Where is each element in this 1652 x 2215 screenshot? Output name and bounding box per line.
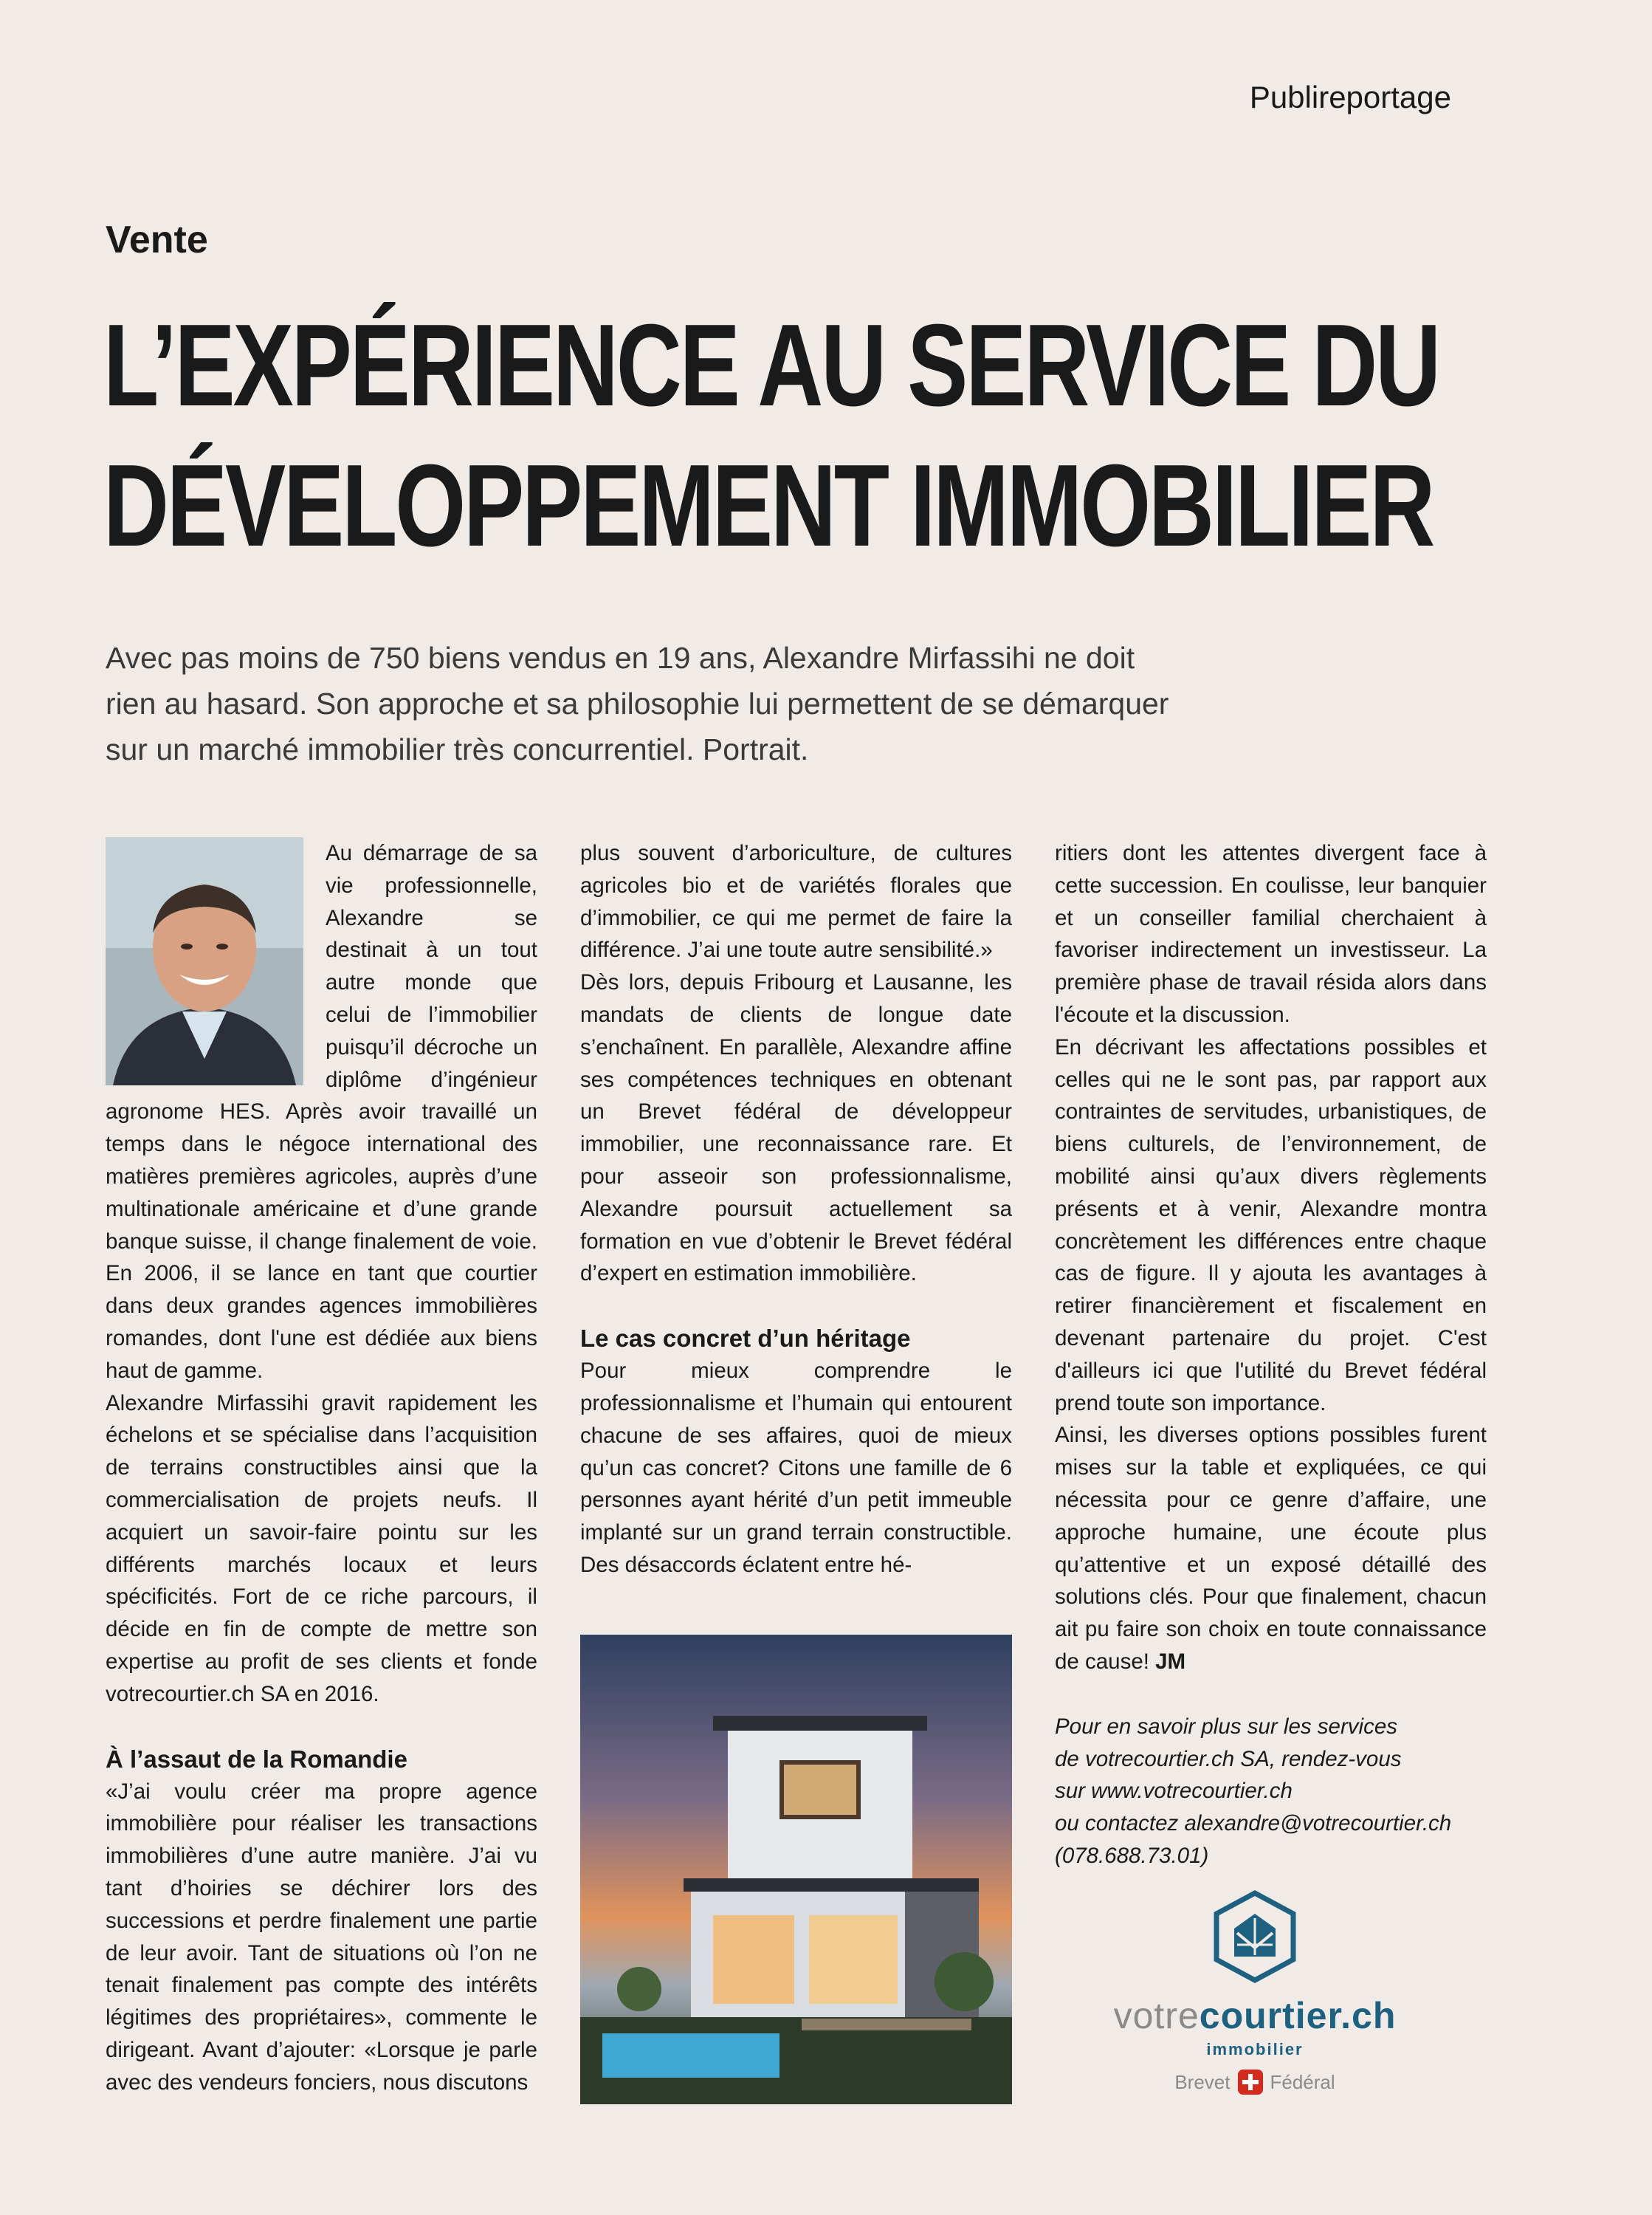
house-illustration bbox=[580, 1635, 1012, 2104]
house-photo bbox=[580, 1635, 1012, 2104]
subhead-heritage: Le cas concret d’un héritage bbox=[580, 1325, 911, 1353]
contact-line-4: ou contactez alexandre@votrecourtier.ch bbox=[1055, 1811, 1452, 1836]
col3-paragraph-2: En décrivant les affectations possibles et celles qui ne le sont pas, par rapport aux contraintes de servitudes, urbanistiques, de biens culturels, de l’environnement, de mobilité ainsi qu’aux divers règlements présents et à venir, Alexandre montra concrètement les différences entre chaque cas de figure. Il y ajouta les avantages à retirer financièrement et fiscalement en devenant partenaire du projet. C'est d'ailleurs ici que l'utilité du Brevet fédéral prend toute son importance. bbox=[1055, 1034, 1487, 1415]
col3-paragraph-3 bbox=[1055, 1419, 1487, 1677]
column-3 bbox=[1055, 837, 1487, 1872]
col1-paragraph-3: «J’ai voulu créer ma propre agence immobilière pour réaliser les transactions immobilières d’une autre manière. J’ai vu tant d’hoiries se déchirer lors des successions et perdre finalement une partie de leur avoir. Tant de situations où l’on ne tenait finalement pas compte des intérêts légitimes des propriétaires», commente le dirigeant. Avant d’ajouter: «Lorsque je parle avec des vendeurs fonciers, nous discutons bbox=[106, 1779, 537, 2095]
contact-line-3: sur www.votrecourtier.ch bbox=[1055, 1779, 1293, 1804]
col1-paragraph-1: Au démarrage de sa vie professionnelle, Alexandre se destinait à un tout autre monde que celui de l’immobilier puisqu’il décroche un diplôme d’ingénieur agronome HES. Après avoir travaillé un temps dans le négoce international des matières premières agricoles, auprès d’une multinationale américaine et d’une grande banque suisse, il change finalement de voie. En 2006, il se lance en tant que courtier dans deux grandes agences immobilières romandes, dont l'une est dédiée aux biens haut de gamme. bbox=[106, 841, 537, 1383]
brevet-federal-badge bbox=[1100, 2070, 1410, 2095]
brevet-label: Brevet bbox=[1174, 2070, 1231, 2093]
col2-paragraph-3: Pour mieux comprendre le professionnalisme et l’humain qui entourent chacune de ses affaires, quoi de mieux qu’un cas concret? Citons une famille de 6 personnes ayant hérité d’un petit immeuble implanté sur un grand terrain constructible. Des désaccords éclatent entre hé- bbox=[580, 1359, 1012, 1577]
headline-line-2: DÉVELOPPEMENT IMMOBILIER bbox=[103, 441, 1434, 571]
publireportage-label: Publireportage bbox=[1249, 80, 1451, 114]
portrait-illustration bbox=[106, 837, 303, 1085]
col1-paragraph-2: Alexandre Mirfassihi gravit rapidement les échelons et se spécialise dans l’acquisition de terrains constructibles ainsi que la commercialisation de projets neufs. Il acquiert un savoir-faire pointu sur les différents marchés locaux et leurs spécificités. Fort de ce riche parcours, il décide en fin de compte de mettre son expertise au profit de ses clients et fonde votrecourtier.ch SA en 2016. bbox=[106, 1390, 537, 1706]
col2-paragraph-1: plus souvent d’arboriculture, de cultures agricoles bio et de variétés florales que d’immobilier, ce qui me permet de faire la différence. J’ai une toute autre sensibilité.» bbox=[580, 841, 1012, 963]
column-2 bbox=[580, 837, 1012, 2104]
contact-line-5: (078.688.73.01) bbox=[1055, 1843, 1209, 1868]
col3-paragraph-1: ritiers dont les attentes divergent face à cette succession. En coulisse, leur banquier et un conseiller familial cherchaient à favoriser indirectement un investisseur. La première phase de travail résida alors dans l'écoute et la discussion. bbox=[1055, 841, 1487, 1027]
author-initials: JM bbox=[1155, 1649, 1186, 1674]
headline-line-1: L’EXPÉRIENCE AU SERVICE DU bbox=[103, 301, 1439, 430]
headline bbox=[103, 295, 1439, 576]
rubric: Vente bbox=[106, 219, 208, 261]
contact-line-2: de votrecourtier.ch SA, rendez-vous bbox=[1055, 1746, 1402, 1771]
col3-paragraph-3-text: Ainsi, les diverses options possibles furent mises sur la table et expliquées, ce qui nécessita pour ce genre d’affaire, une approche humaine, une écoute plus qu’attentive et un exposé détaillé des solutions clés. Pour que finalement, chacun ait pu faire son choix en toute connaissance de cause! bbox=[1055, 1423, 1487, 1674]
logo-name-light: votre bbox=[1113, 1995, 1200, 2036]
portrait-photo bbox=[106, 837, 303, 1085]
logo-name-bold: courtier.ch bbox=[1199, 1995, 1397, 2036]
subhead-romandie: À l’assaut de la Romandie bbox=[106, 1745, 407, 1773]
federal-label: Fédéral bbox=[1270, 2070, 1335, 2093]
house-hexagon-icon bbox=[1211, 1889, 1299, 1985]
column-1 bbox=[106, 837, 537, 2098]
contact-info bbox=[1055, 1711, 1487, 1872]
col2-paragraph-2: Dès lors, depuis Fribourg et Lausanne, les mandats de clients de longue date s’enchaînent. En parallèle, Alexandre affine ses compétences techniques en obtenant un Brevet fédéral de développeur immobilier, une reconnaissance rare. Et pour asseoir son professionnalisme, Alexandre poursuit actuellement sa formation en vue d’obtenir le Brevet fédéral d’expert en estimation immobilière. bbox=[580, 970, 1012, 1286]
lead-paragraph: Avec pas moins de 750 biens vendus en 19 ans, Alexandre Mirfassihi ne doit rien au hasard. Son approche et sa philosophie lui permettent de se démarquer sur un marché immobilier très concurrentiel. Portrait. bbox=[106, 641, 1169, 766]
logo-wordmark bbox=[1100, 1994, 1410, 2037]
votrecourtier-logo bbox=[1100, 1889, 1410, 2095]
swiss-cross-icon bbox=[1238, 2070, 1263, 2095]
contact-line-1: Pour en savoir plus sur les services bbox=[1055, 1714, 1397, 1739]
logo-subtitle: immobilier bbox=[1206, 2040, 1304, 2058]
